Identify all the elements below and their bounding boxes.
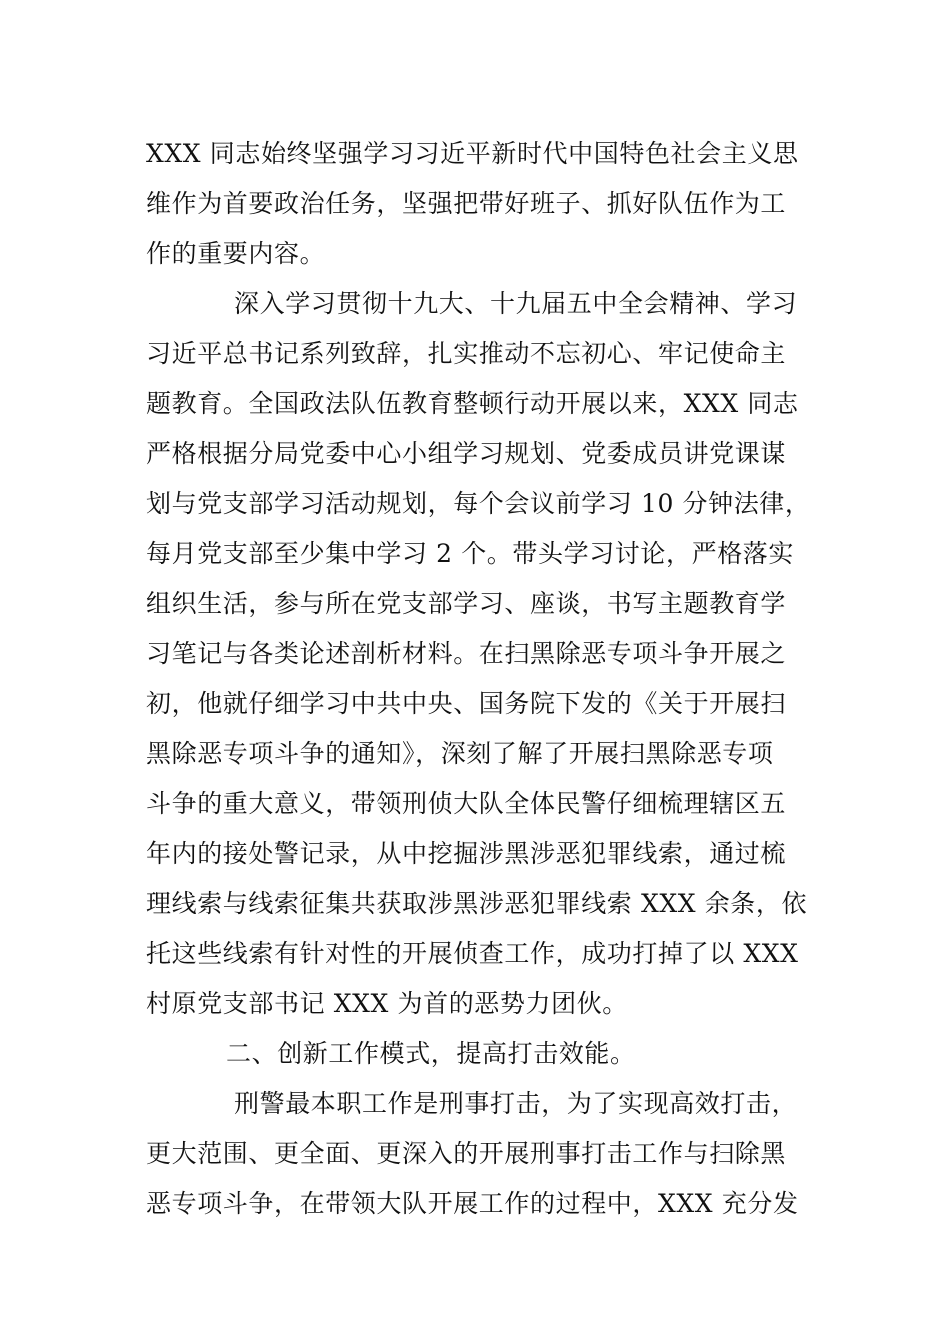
text-line: 村原党支部书记 XXX 为首的恶势力团伙。 xyxy=(146,989,628,1018)
text-line: 划与党支部学习活动规划，每个会议前学习 10 分钟法律， xyxy=(146,489,811,518)
text-line: 每月党支部至少集中学习 2 个。带头学习讨论，严格落实 xyxy=(146,539,795,568)
text-line: 维作为首要政治任务，坚强把带好班子、抓好队伍作为工 xyxy=(146,189,787,218)
text-line: 斗争的重大意义，带领刑侦大队全体民警仔细梳理辖区五 xyxy=(146,789,787,818)
text-line: 习近平总书记系列致辞，扎实推动不忘初心、牢记使命主 xyxy=(146,339,787,368)
paragraph-2 xyxy=(146,279,810,1029)
text-line: 黑除恶专项斗争的通知》，深刻了解了开展扫黑除恶专项 xyxy=(146,739,774,768)
text-line: 习笔记与各类论述剖析材料。在扫黑除恶专项斗争开展之 xyxy=(146,639,787,668)
text-line: 更大范围、更全面、更深入的开展刑事打击工作与扫除黑 xyxy=(146,1139,787,1168)
text-line: 组织生活，参与所在党支部学习、座谈，书写主题教育学 xyxy=(146,589,787,618)
paragraph-1 xyxy=(146,129,810,279)
document-body xyxy=(146,129,810,1229)
text-line: 恶专项斗争，在带领大队开展工作的过程中，XXX 充分发 xyxy=(146,1189,799,1218)
text-line: 刑警最本职工作是刑事打击，为了实现高效打击， xyxy=(234,1089,798,1118)
text-line: 深入学习贯彻十九大、十九届五中全会精神、学习 xyxy=(234,289,798,318)
text-line: 二、创新工作模式，提高打击效能。 xyxy=(226,1039,636,1068)
text-line: 作的重要内容。 xyxy=(146,239,326,268)
text-line: XXX 同志始终坚强学习习近平新时代中国特色社会主义思 xyxy=(146,139,799,168)
text-line: 年内的接处警记录，从中挖掘涉黑涉恶犯罪线索，通过梳 xyxy=(146,839,787,868)
text-line: 题教育。全国政法队伍教育整顿行动开展以来，XXX 同志 xyxy=(146,389,799,418)
paragraph-4 xyxy=(146,1079,810,1229)
text-line: 初，他就仔细学习中共中央、国务院下发的《关于开展扫 xyxy=(146,689,787,718)
section-heading xyxy=(146,1029,810,1079)
text-line: 严格根据分局党委中心小组学习规划、党委成员讲党课谋 xyxy=(146,439,787,468)
text-line: 理线索与线索征集共获取涉黑涉恶犯罪线索 XXX 余条，依 xyxy=(146,889,808,918)
text-line: 托这些线索有针对性的开展侦查工作，成功打掉了以 XXX xyxy=(146,939,799,968)
